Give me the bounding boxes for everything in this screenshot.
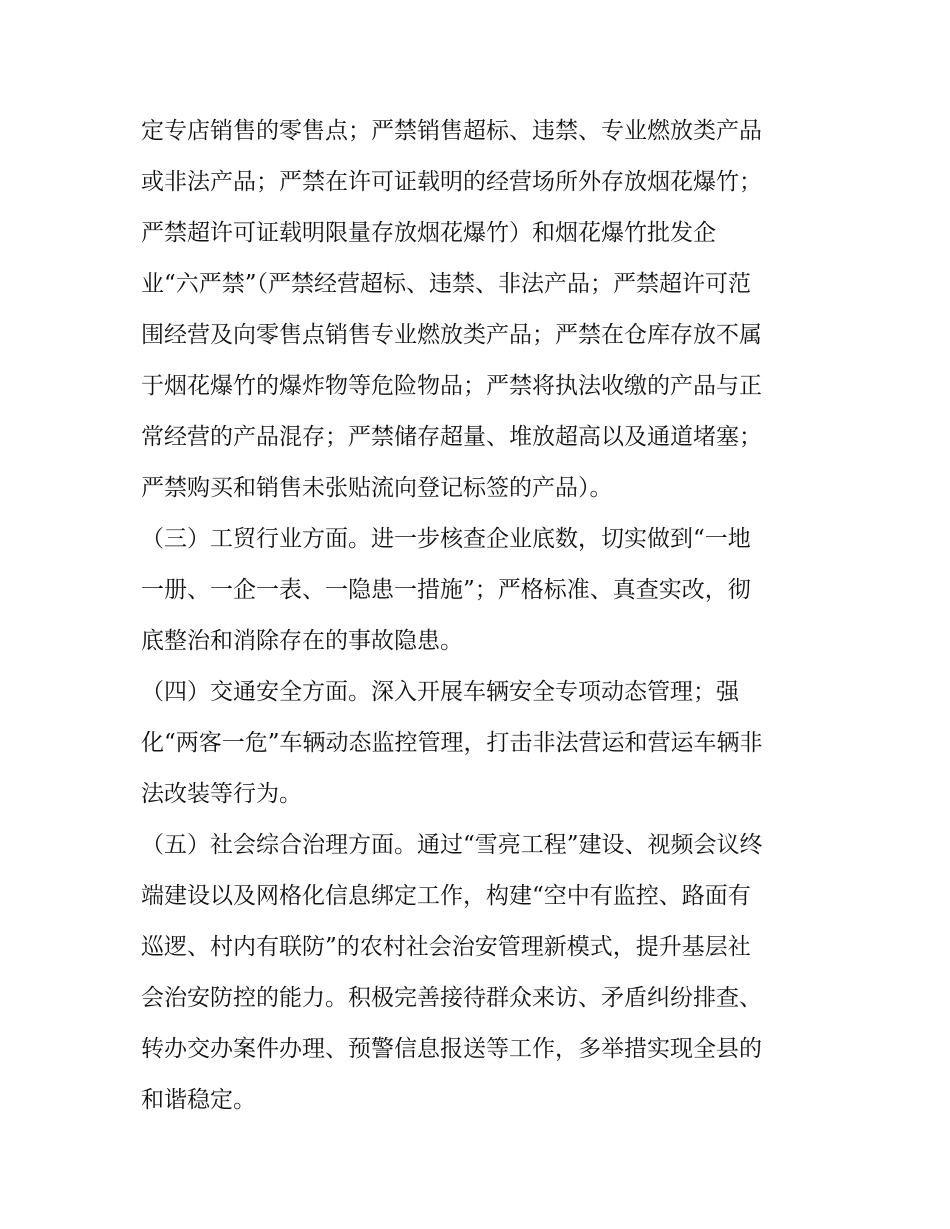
text-line: 严禁超许可证载明限量存放烟花爆竹）和烟花爆竹批发企	[141, 220, 716, 246]
text-line: 业“六严禁”（严禁经营超标、违禁、非法产品；严禁超许可范	[141, 271, 752, 297]
text-line: 化“两客一危”车辆动态监控管理，打击非法营运和营运车辆非	[141, 730, 763, 756]
text-line: 底整治和消除存在的事故隐患。	[141, 628, 463, 654]
text-line: 和谐稳定。	[141, 1087, 256, 1113]
text-line: 围经营及向零售点销售专业燃放类产品；严禁在仓库存放不属	[141, 322, 762, 348]
text-line: 常经营的产品混存；严禁储存超量、堆放超高以及通道堵塞；	[141, 424, 762, 450]
text-line: 或非法产品；严禁在许可证载明的经营场所外存放烟花爆竹；	[141, 169, 762, 195]
text-line: 端建设以及网格化信息绑定工作，构建“空中有监控、路面有	[141, 883, 751, 909]
text-line: 一册、一企一表、一隐患一措施”；严格标准、真查实改，彻	[141, 577, 751, 603]
text-line: （四）交通安全方面。深入开展车辆安全专项动态管理；强	[141, 679, 739, 705]
text-line: 会治安防控的能力。积极完善接待群众来访、矛盾纠纷排查、	[141, 985, 762, 1011]
text-line: 定专店销售的零售点；严禁销售超标、违禁、专业燃放类产品	[141, 118, 762, 144]
text-line: （三）工贸行业方面。进一步核查企业底数，切实做到“一地	[141, 526, 751, 552]
text-line: 巡逻、村内有联防”的农村社会治安管理新模式，提升基层社	[141, 934, 751, 960]
text-line: 转办交办案件办理、预警信息报送等工作，多举措实现全县的	[141, 1036, 762, 1062]
document-body	[141, 106, 821, 1126]
text-line: 严禁购买和销售未张贴流向登记标签的产品）。	[141, 475, 613, 501]
text-line: 于烟花爆竹的爆炸物等危险物品；严禁将执法收缴的产品与正	[141, 373, 762, 399]
text-line: （五）社会综合治理方面。通过“雪亮工程”建设、视频会议终	[141, 832, 763, 858]
text-line: 法改装等行为。	[141, 781, 302, 807]
